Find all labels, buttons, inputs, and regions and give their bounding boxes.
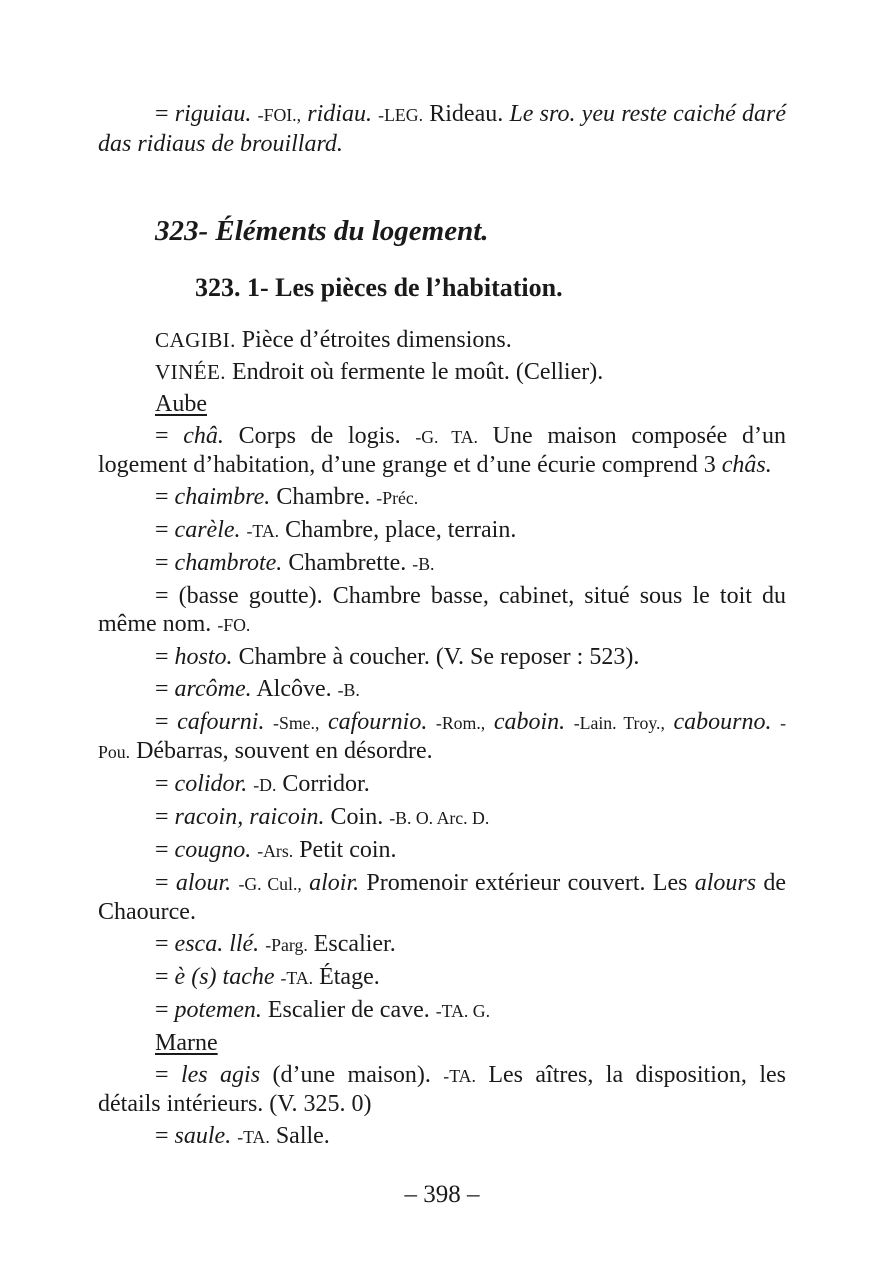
text-run: CAGIBI.	[155, 328, 236, 352]
text-run: -Pou.	[98, 713, 787, 762]
text-run: =	[155, 771, 175, 797]
text-run	[319, 709, 328, 735]
text-run: =	[155, 517, 175, 543]
text-run: -B.	[337, 680, 360, 700]
text-run: carèle.	[174, 517, 241, 543]
text-run: =	[155, 964, 175, 990]
text-run: -D.	[253, 775, 277, 795]
text-run: cafournio.	[327, 709, 428, 735]
text-run: cabourno.	[673, 709, 772, 735]
entry-esca-lle	[98, 930, 786, 959]
text-run: Petit coin.	[293, 837, 397, 863]
text-run: -B. O. Arc. D.	[389, 808, 490, 828]
text-run: -G. Cul.,	[238, 874, 302, 894]
text-run: =	[155, 709, 178, 735]
text-run: hosto.	[174, 644, 233, 670]
text-run: Une maison composée d’un logement d’habitation, d’une grange et d’une écurie comprend 3	[98, 423, 786, 478]
entry-cougno	[98, 836, 786, 865]
text-run: Étage.	[313, 964, 380, 990]
text-run: = (basse goutte). Chambre basse, cabinet, situé sous le toit du même nom.	[98, 583, 786, 637]
text-run: =	[155, 484, 175, 510]
entry-cafourni	[98, 708, 786, 766]
text-run: aloir.	[309, 870, 360, 896]
entry-racoin	[98, 803, 786, 832]
entry-chaimbre	[98, 483, 786, 512]
text-run: esca. llé.	[174, 931, 260, 957]
entry-vinee	[98, 358, 786, 386]
text-run: -Lain. Troy.,	[573, 713, 665, 733]
text-run: Chambrette.	[282, 550, 413, 576]
text-run: =	[155, 804, 175, 830]
text-run: arcôme.	[174, 676, 252, 702]
text-run	[264, 709, 273, 735]
text-run: Le sro. yeu reste caiché daré das ridiaus de brouillard.	[98, 101, 786, 157]
text-run: alour.	[175, 870, 232, 896]
text-run: potemen.	[174, 997, 262, 1023]
text-run: =	[155, 423, 184, 449]
entry-cha	[98, 422, 786, 479]
text-run: -G. TA.	[415, 427, 478, 447]
text-run: (d’une maison).	[260, 1062, 444, 1088]
text-run	[565, 709, 574, 735]
region-header-aube	[98, 390, 786, 418]
text-run	[485, 709, 494, 735]
text-run: -TA.	[280, 968, 314, 988]
section-heading: 323- Éléments du logement.	[155, 215, 489, 247]
text-run: =	[155, 550, 175, 576]
entry-les-agis	[98, 1061, 786, 1118]
text-run: Corps de logis.	[223, 423, 416, 449]
text-run: Aube	[155, 391, 207, 417]
text-run: =	[155, 837, 175, 863]
text-run: -Sme.,	[273, 713, 320, 733]
text-run	[665, 709, 674, 735]
entry-alour	[98, 869, 786, 926]
text-run: =	[155, 644, 175, 670]
text-run: saule.	[174, 1123, 232, 1149]
text-run: -FO.	[217, 615, 251, 635]
text-run: VINÉE.	[155, 360, 226, 384]
intro-paragraph	[98, 100, 786, 159]
text-run	[427, 709, 436, 735]
text-run: Escalier.	[307, 931, 396, 957]
entry-basse-goutte	[98, 582, 786, 639]
entry-colidor	[98, 770, 786, 799]
text-run: châs.	[721, 452, 772, 478]
text-run: riguiau.	[174, 101, 252, 127]
subsection-heading: 323. 1- Les pièces de l’habitation.	[195, 273, 563, 302]
entry-arcome	[98, 675, 786, 704]
text-run: caboin.	[493, 709, 566, 735]
text-run: Endroit où fermente le moût. (Cellier).	[226, 359, 604, 385]
text-run: Les aîtres, la disposition, les détails intérieurs. (V. 325. 0)	[98, 1062, 786, 1117]
entries-list	[98, 326, 786, 1151]
text-run: -Ars.	[257, 841, 294, 861]
text-run: -FOI.,	[257, 105, 302, 125]
entry-hosto	[98, 643, 786, 671]
text-run: cafourni.	[177, 709, 265, 735]
text-run: è (s) tache	[174, 964, 281, 990]
text-run: châ.	[183, 423, 224, 449]
entry-saule	[98, 1122, 786, 1151]
text-run: Débarras, souvent en désordre.	[130, 738, 433, 764]
text-run: =	[155, 1123, 175, 1149]
text-run: Chambre à coucher. (V. Se reposer : 523).	[232, 644, 640, 670]
text-run: -B.	[412, 554, 435, 574]
text-run	[772, 709, 781, 735]
text-run: Promenoir extérieur couvert. Les	[359, 870, 695, 896]
entry-chambrote	[98, 549, 786, 578]
text-run: Chambre.	[270, 484, 377, 510]
text-run: =	[155, 997, 175, 1023]
text-run: -Parg.	[265, 935, 308, 955]
text-run: colidor.	[174, 771, 248, 797]
text-run: -TA.	[237, 1127, 270, 1147]
text-run: Escalier de cave.	[261, 997, 436, 1023]
text-run: Marne	[155, 1030, 218, 1056]
text-run: -TA. G.	[435, 1001, 491, 1021]
text-run: Pièce d’étroites dimensions.	[235, 327, 512, 353]
region-header-marne	[98, 1029, 786, 1057]
text-run: -LEG.	[378, 105, 424, 125]
text-run: de Chaource.	[98, 870, 787, 925]
text-run: Rideau.	[423, 101, 510, 127]
text-run: ridiau.	[307, 101, 372, 127]
text-run: Salle.	[269, 1123, 330, 1149]
entry-potemen	[98, 996, 786, 1025]
text-run: Alcôve.	[251, 676, 338, 702]
text-run: alours	[694, 870, 757, 896]
text-run: Coin.	[324, 804, 390, 830]
text-run: -TA.	[443, 1066, 476, 1086]
text-run: =	[155, 870, 176, 896]
text-run: les agis	[180, 1062, 261, 1088]
entry-carele	[98, 516, 786, 545]
text-run: -Rom.,	[435, 713, 486, 733]
entry-cagibi	[98, 326, 786, 354]
text-run: =	[155, 931, 175, 957]
page-number: – 398 –	[404, 1181, 480, 1208]
text-run: =	[155, 676, 175, 702]
text-run: chambrote.	[174, 550, 283, 576]
text-run: -Préc.	[376, 488, 419, 508]
text-run: racoin, raicoin.	[174, 804, 325, 830]
text-run: Chambre, place, terrain.	[279, 517, 517, 543]
text-run: =	[155, 101, 175, 127]
entry-e-s-tache	[98, 963, 786, 992]
text-run: cougno.	[174, 837, 252, 863]
text-run: chaimbre.	[174, 484, 271, 510]
text-run: Corridor.	[276, 771, 370, 797]
text-run: -TA.	[246, 521, 280, 541]
text-run: =	[155, 1062, 181, 1088]
